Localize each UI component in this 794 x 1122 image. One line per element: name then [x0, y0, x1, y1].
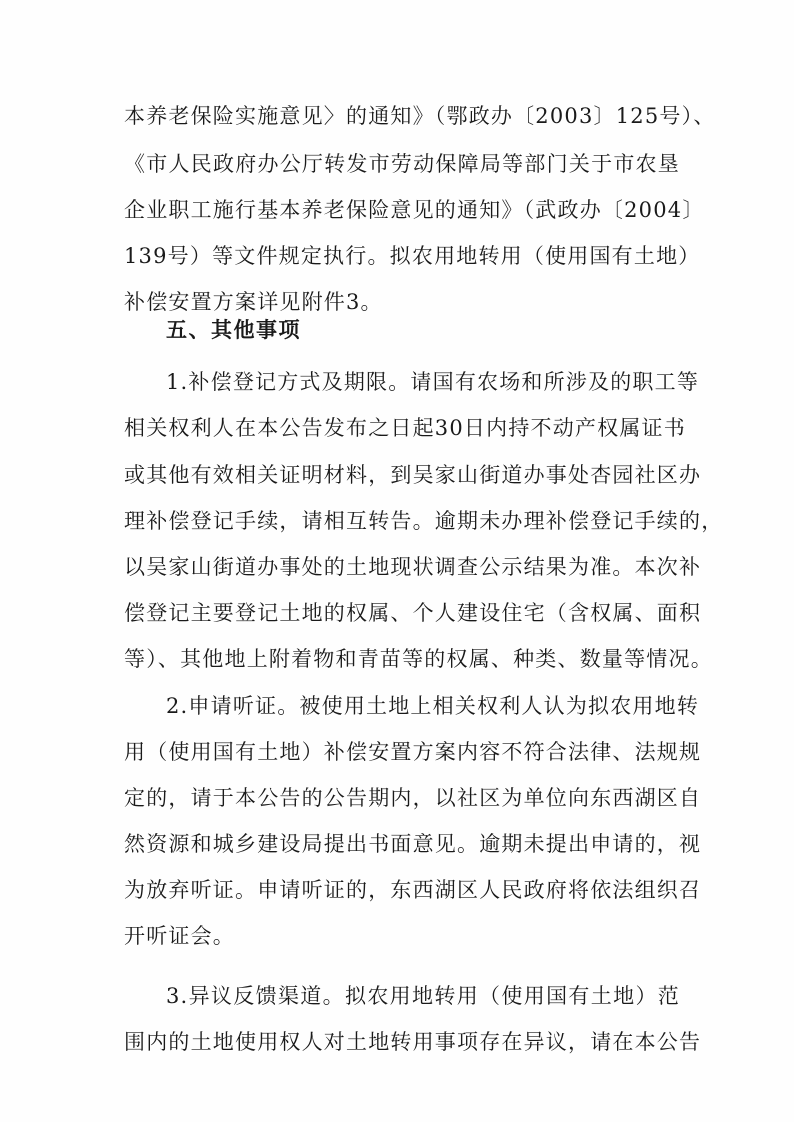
item1-text-line: 相关权利人在本公告发布之日起30日内持不动产权属证书 — [124, 416, 686, 440]
item2-text-line: 然资源和城乡建设局提出书面意见。逾期未提出申请的，视 — [124, 832, 702, 856]
item1-text-line: 偿登记主要登记土地的权属、个人建设住宅（含权属、面积 — [124, 601, 702, 625]
item1-text-line: 理补偿登记手续，请相互转告。逾期未办理补偿登记手续的， — [124, 509, 724, 533]
body-text-line: 139号）等文件规定执行。拟农用地转用（使用国有土地） — [124, 244, 701, 268]
section-heading: 五、其他事项 — [166, 318, 301, 342]
body-text-line: 企业职工施行基本养老保险意见的通知》（武政办〔2004〕 — [124, 198, 705, 222]
item3-text-line: 3.异议反馈渠道。拟农用地转用（使用国有土地）范 — [166, 984, 680, 1008]
item2-text-line: 开听证会。 — [124, 924, 235, 948]
item1-text-line: 1.补偿登记方式及期限。请国有农场和所涉及的职工等 — [166, 370, 700, 394]
item2-text-line: 为放弃听证。申请听证的，东西湖区人民政府将依法组织召 — [124, 878, 702, 902]
body-text-line: 本养老保险实施意见〉的通知》（鄂政办〔2003〕125号）、 — [124, 104, 716, 128]
item1-text-line: 以吴家山街道办事处的土地现状调查公示结果为准。本次补 — [124, 555, 702, 579]
item2-text-line: 定的，请于本公告的公告期内，以社区为单位向东西湖区自 — [124, 786, 702, 810]
item2-text-line: 用（使用国有土地）补偿安置方案内容不符合法律、法规规 — [124, 740, 702, 764]
item3-text-line: 围内的土地使用权人对土地转用事项存在异议，请在本公告 — [124, 1030, 702, 1054]
item1-text-line: 或其他有效相关证明材料，到吴家山街道办事处杏园社区办 — [124, 463, 702, 487]
body-text-line: 《市人民政府办公厅转发市劳动保障局等部门关于市农垦 — [124, 152, 680, 176]
body-text-line: 补偿安置方案详见附件3。 — [124, 290, 383, 314]
item2-text-line: 2.申请听证。被使用土地上相关权利人认为拟农用地转 — [166, 694, 700, 718]
item1-text-line: 等）、其他地上附着物和青苗等的权属、种类、数量等情况。 — [124, 647, 713, 671]
